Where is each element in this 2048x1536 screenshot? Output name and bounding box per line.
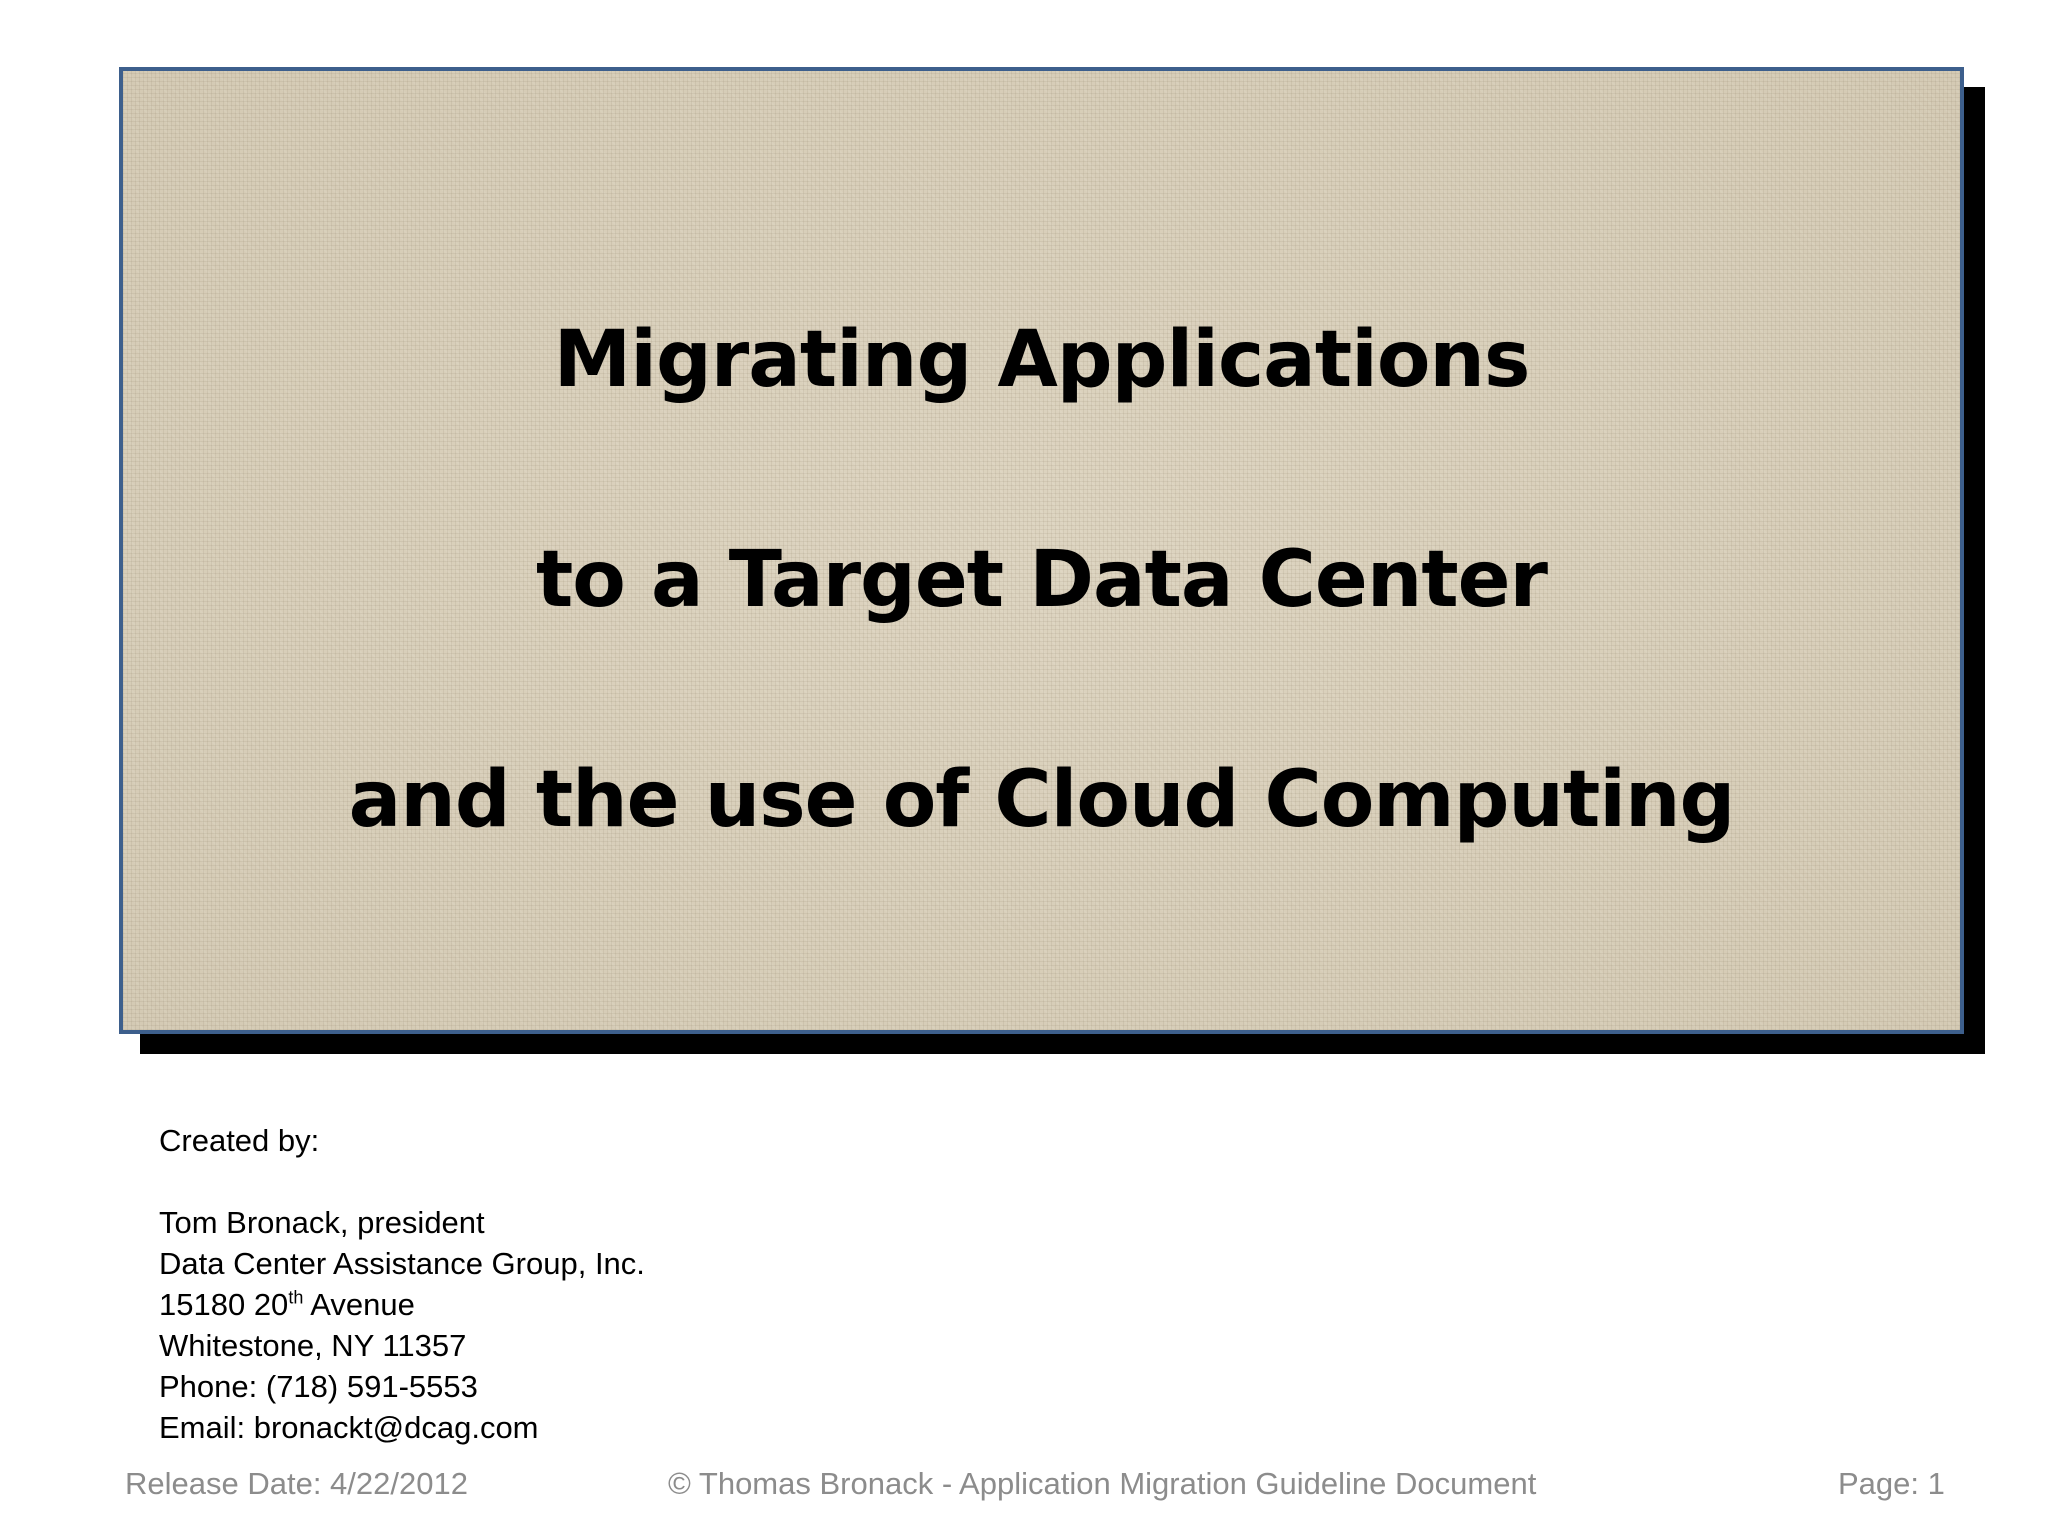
creator-city: Whitestone, NY 11357: [159, 1328, 467, 1363]
creator-block: [159, 1120, 645, 1448]
creator-name: Tom Bronack, president: [159, 1205, 485, 1240]
creator-email: Email: bronackt@dcag.com: [159, 1410, 539, 1445]
title-box: [119, 67, 1964, 1034]
street-suffix: th: [288, 1287, 304, 1308]
street-name: Avenue: [303, 1287, 415, 1322]
street-number: 15180 20: [159, 1287, 289, 1322]
footer-copyright: © Thomas Bronack - Application Migration Guideline Document: [668, 1466, 1537, 1501]
footer-release-date: Release Date: 4/22/2012: [125, 1466, 468, 1501]
footer-page-number: Page: 1: [1838, 1466, 1945, 1501]
title-line-2: to a Target Data Center: [535, 535, 1548, 625]
creator-phone: Phone: (718) 591-5553: [159, 1369, 478, 1404]
creator-street: [159, 1284, 645, 1325]
creator-heading: Created by:: [159, 1123, 320, 1158]
creator-company: Data Center Assistance Group, Inc.: [159, 1246, 645, 1281]
title-line-1: Migrating Applications: [553, 315, 1530, 405]
title-line-3: and the use of Cloud Computing: [348, 755, 1735, 845]
